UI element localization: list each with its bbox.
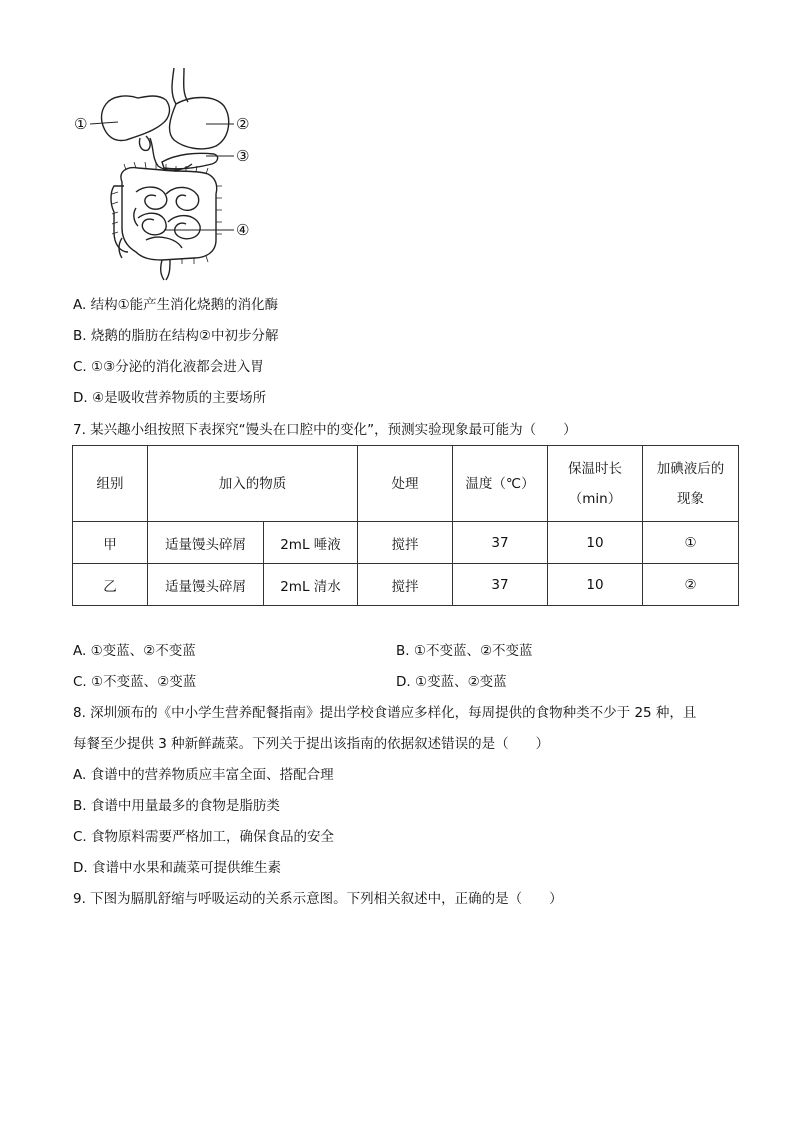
- header-result-line1: 加碘液后的: [656, 460, 725, 477]
- cell-temperature: 37: [453, 564, 548, 606]
- q7-stem: 7. 某兴趣小组按照下表探究“馒头在口腔中的变化”，预测实验现象最可能为（ ）: [73, 422, 577, 438]
- figure-label-4: ④: [236, 221, 250, 239]
- q6-option-c: C. ①③分泌的消化液都会进入胃: [73, 359, 264, 375]
- small-intestine: [134, 187, 200, 248]
- liver: [102, 96, 170, 141]
- q6-option-a: A. 结构①能产生消化烧鹅的消化酶: [73, 297, 279, 313]
- cell-substance-2: 2mL 清水: [264, 564, 358, 606]
- header-substance: 加入的物质: [148, 446, 358, 522]
- cell-result: ②: [643, 564, 739, 606]
- gallbladder: [139, 136, 150, 150]
- experiment-table: [72, 445, 739, 606]
- q7-option-c: C. ①不变蓝、②变蓝: [73, 674, 197, 690]
- cell-time: 10: [548, 564, 643, 606]
- stomach: [170, 98, 229, 149]
- large-intestine: [121, 168, 217, 260]
- cell-treatment: 搅拌: [358, 564, 453, 606]
- figure-label-1: ①: [74, 115, 88, 133]
- header-result-line2: 现象: [677, 490, 704, 507]
- cell-substance-2: 2mL 唾液: [264, 522, 358, 564]
- header-group: 组别: [73, 446, 148, 522]
- esophagus: [172, 68, 188, 104]
- q7-option-a: A. ①变蓝、②不变蓝: [73, 643, 196, 659]
- cell-time: 10: [548, 522, 643, 564]
- digestive-system-figure: [66, 62, 266, 284]
- cell-group: 甲: [73, 522, 148, 564]
- q8-option-a: A. 食谱中的营养物质应丰富全面、搭配合理: [73, 767, 334, 783]
- rectum: [161, 260, 170, 280]
- q6-option-d: D. ④是吸收营养物质的主要场所: [73, 390, 267, 406]
- table-row: [73, 522, 739, 564]
- header-time-line2: （min）: [568, 490, 622, 507]
- figure-label-3: ③: [236, 147, 250, 165]
- q8-option-d: D. 食谱中水果和蔬菜可提供维生素: [73, 860, 281, 876]
- q8-stem-line1: 8. 深圳颁布的《中小学生营养配餐指南》提出学校食谱应多样化，每周提供的食物种类不少于 25 种，且: [73, 705, 697, 721]
- q9-stem: 9. 下图为膈肌舒缩与呼吸运动的关系示意图。下列相关叙述中，正确的是（ ）: [73, 891, 563, 907]
- header-time: [548, 446, 643, 522]
- cell-group: 乙: [73, 564, 148, 606]
- cell-treatment: 搅拌: [358, 522, 453, 564]
- cell-substance-1: 适量馒头碎屑: [148, 522, 264, 564]
- table-row: [73, 564, 739, 606]
- header-time-line1: 保温时长: [568, 460, 622, 477]
- q8-option-c: C. 食物原料需要严格加工，确保食品的安全: [73, 829, 335, 845]
- q7-option-b: B. ①不变蓝、②不变蓝: [396, 643, 533, 659]
- header-temperature: 温度（℃）: [453, 446, 548, 522]
- q8-option-b: B. 食谱中用量最多的食物是脂肪类: [73, 798, 280, 814]
- figure-label-2: ②: [236, 115, 250, 133]
- cell-temperature: 37: [453, 522, 548, 564]
- header-result: [643, 446, 739, 522]
- cell-result: ①: [643, 522, 739, 564]
- header-treatment: 处理: [358, 446, 453, 522]
- cell-substance-1: 适量馒头碎屑: [148, 564, 264, 606]
- q8-stem-line2: 每餐至少提供 3 种新鲜蔬菜。下列关于提出该指南的依据叙述错误的是（ ）: [73, 736, 550, 752]
- table-header-row: [73, 446, 739, 522]
- q6-option-b: B. 烧鹅的脂肪在结构②中初步分解: [73, 328, 279, 344]
- q7-option-d: D. ①变蓝、②变蓝: [396, 674, 507, 690]
